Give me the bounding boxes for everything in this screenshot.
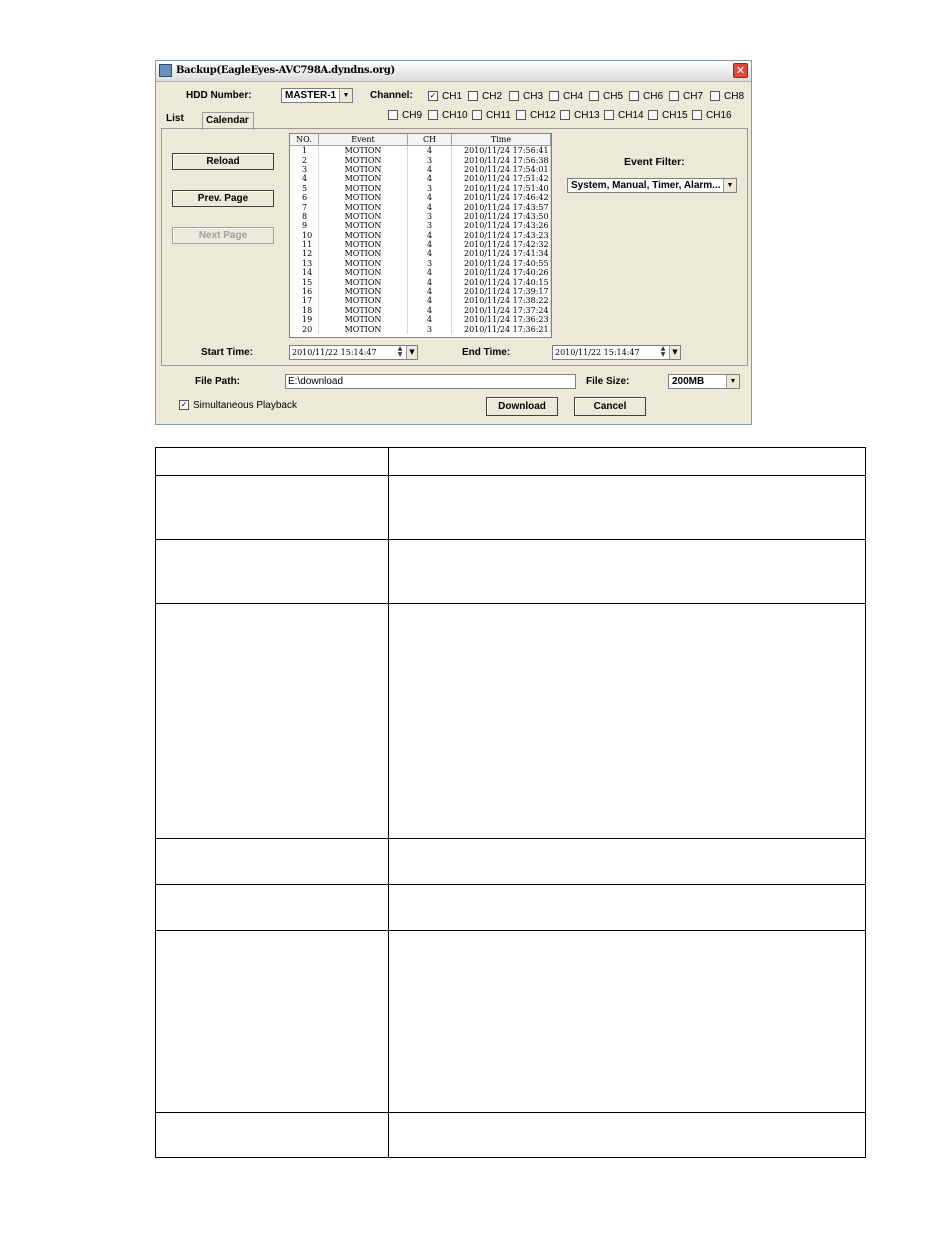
checkbox-box[interactable] [710,91,720,101]
file-path-value: E:\download [288,376,344,387]
channel-checkbox-ch9[interactable] [388,109,422,121]
close-icon[interactable]: ✕ [733,63,748,78]
cell-time: 2010/11/24 17:56:41 [452,146,551,156]
description-table [155,447,866,1158]
cell-ch: 3 [408,155,452,164]
table-row[interactable] [290,315,551,324]
cell-time: 2010/11/24 17:46:42 [452,193,551,202]
cell-no: 3 [290,165,319,174]
table-cell [389,476,866,540]
checkbox-box[interactable] [509,91,519,101]
checkbox-box[interactable] [428,110,438,120]
channel-checkbox-ch16[interactable] [692,109,732,121]
start-time-label: Start Time: [201,347,254,358]
cell-ch: 4 [408,174,452,183]
simultaneous-playback-checkbox[interactable] [179,399,297,411]
cell-event: MOTION [319,184,408,193]
event-rows [290,146,551,334]
channel-checkbox-ch13[interactable] [560,109,600,121]
cell-time: 2010/11/24 17:42:32 [452,240,551,249]
chevron-down-icon[interactable]: ▼ [339,89,352,102]
cell-event: MOTION [319,277,408,286]
cell-no: 20 [290,324,319,333]
cell-event: MOTION [319,174,408,183]
file-path-label: File Path: [195,376,241,387]
cell-event: MOTION [319,296,408,305]
file-size-select[interactable] [668,374,740,389]
cell-no: 10 [290,231,319,240]
table-cell [389,540,866,604]
cell-event: MOTION [319,259,408,268]
cell-time: 2010/11/24 17:56:38 [452,155,551,164]
backup-dialog [155,60,752,425]
table-row[interactable] [290,287,551,296]
cell-time: 2010/11/24 17:40:55 [452,259,551,268]
cell-time: 2010/11/24 17:36:23 [452,315,551,324]
table-row [156,885,866,931]
table-row [156,931,866,1113]
channel-checkbox-ch5[interactable] [589,90,623,102]
checkbox-box[interactable]: ✓ [180,400,188,409]
event-filter-select[interactable] [567,178,737,193]
channel-checkbox-ch10[interactable] [428,109,468,121]
cell-no: 6 [290,193,319,202]
cell-ch: 4 [408,240,452,249]
checkbox-box[interactable] [669,91,679,101]
simultaneous-playback-label: Simultaneous Playback [193,399,297,411]
file-size-value: 200MB [672,376,705,387]
channel-label-ch8: CH8 [724,90,745,102]
channel-label-ch14: CH14 [618,109,644,121]
cell-time: 2010/11/24 17:41:34 [452,249,551,258]
checkbox-box[interactable]: ✓ [429,91,437,100]
cell-ch: 4 [408,165,452,174]
channel-label-ch3: CH3 [523,90,544,102]
cell-ch: 4 [408,249,452,258]
channel-label: Channel: [370,90,413,101]
channel-label-ch7: CH7 [683,90,704,102]
next-page-button[interactable]: Next Page [172,227,274,244]
checkbox-box[interactable] [692,110,702,120]
cell-event: MOTION [319,212,408,221]
channel-checkbox-ch7[interactable] [669,90,703,102]
checkbox-box[interactable] [629,91,639,101]
event-filter-label: Event Filter: [624,156,685,168]
table-row[interactable] [290,277,551,286]
cell-ch: 4 [408,202,452,211]
cell-no: 7 [290,202,319,211]
cell-ch: 3 [408,221,452,230]
cell-time: 2010/11/24 17:43:26 [452,221,551,230]
cell-time: 2010/11/24 17:39:17 [452,287,551,296]
channel-label-ch12: CH12 [530,109,556,121]
hdd-number-value: MASTER-1 [285,90,337,101]
channel-checkbox-ch1[interactable] [428,90,462,102]
column-header-no[interactable]: NO. [290,134,319,146]
file-path-input[interactable] [285,374,576,389]
table-row[interactable] [290,165,551,174]
end-time-label: End Time: [462,347,511,358]
cell-no: 18 [290,306,319,315]
cell-time: 2010/11/24 17:38:22 [452,296,551,305]
cell-time: 2010/11/24 17:51:40 [452,184,551,193]
cell-no: 5 [290,184,319,193]
cell-ch: 4 [408,146,452,156]
chevron-down-icon[interactable]: ▼ [726,375,739,388]
end-time-value: 2010/11/22 15:14:47 [555,348,640,357]
table-row[interactable] [290,324,551,333]
channel-checkbox-ch15[interactable] [648,109,688,121]
cell-event: MOTION [319,287,408,296]
channel-label-ch6: CH6 [643,90,664,102]
start-time-field[interactable] [289,345,418,360]
cell-time: 2010/11/24 17:40:26 [452,268,551,277]
tab-calendar[interactable]: Calendar [202,112,254,130]
checkbox-box[interactable] [472,110,482,120]
table-row[interactable] [290,296,551,305]
channel-checkbox-ch3[interactable] [509,90,543,102]
cell-event: MOTION [319,324,408,333]
cell-ch: 4 [408,306,452,315]
start-time-value: 2010/11/22 15:14:47 [292,348,377,357]
cell-event: MOTION [319,240,408,249]
table-cell [389,885,866,931]
cell-no: 4 [290,174,319,183]
channel-label-ch2: CH2 [482,90,503,102]
file-size-label: File Size: [586,376,630,387]
chevron-down-icon[interactable]: ▼ [723,179,736,192]
table-row [156,540,866,604]
cell-ch: 4 [408,268,452,277]
table-row[interactable] [290,174,551,183]
table-cell [389,931,866,1113]
table-row[interactable] [290,146,551,156]
cell-time: 2010/11/24 17:43:57 [452,202,551,211]
download-button[interactable]: Download [486,397,558,416]
cell-no: 17 [290,296,319,305]
cell-time: 2010/11/24 17:51:42 [452,174,551,183]
checkbox-box[interactable] [388,110,398,120]
table-cell [389,448,866,476]
channel-checkbox-ch2[interactable] [468,90,502,102]
hdd-number-label: HDD Number: [186,90,252,101]
cell-time: 2010/11/24 17:54:01 [452,165,551,174]
cell-time: 2010/11/24 17:36:21 [452,324,551,333]
spinner-icon[interactable]: ▲ ▼ [660,345,666,358]
checkbox-box[interactable] [468,91,478,101]
table-cell [389,1113,866,1158]
cell-ch: 4 [408,193,452,202]
table-row[interactable] [290,221,551,230]
cell-ch: 3 [408,324,452,333]
channel-label-ch11: CH11 [486,109,511,121]
cell-ch: 3 [408,184,452,193]
title-bar[interactable] [156,61,751,82]
channel-label-ch4: CH4 [563,90,584,102]
column-header-event[interactable]: Event [319,134,408,146]
channel-checkbox-ch12[interactable] [516,109,556,121]
channel-label-ch16: CH16 [706,109,732,121]
table-row[interactable] [290,259,551,268]
cell-time: 2010/11/24 17:40:15 [452,277,551,286]
checkbox-box[interactable] [560,110,570,120]
table-row[interactable] [290,155,551,164]
cancel-button[interactable]: Cancel [574,397,646,416]
table-row[interactable] [290,306,551,315]
event-filter-value: System, Manual, Timer, Alarm... [571,180,721,191]
channel-label-ch15: CH15 [662,109,688,121]
spinner-icon[interactable]: ▲ ▼ [397,345,403,358]
table-row[interactable] [290,184,551,193]
cell-no: 9 [290,221,319,230]
chevron-down-icon[interactable]: ▼ [406,346,417,359]
table-row[interactable] [290,268,551,277]
cell-event: MOTION [319,202,408,211]
cell-event: MOTION [319,221,408,230]
checkbox-box[interactable] [516,110,526,120]
cell-ch: 4 [408,231,452,240]
hdd-number-select[interactable] [281,88,353,103]
cell-no: 2 [290,155,319,164]
channel-label-ch13: CH13 [574,109,600,121]
table-row[interactable] [290,202,551,211]
channel-label-ch9: CH9 [402,109,423,121]
table-cell [156,839,389,885]
cell-no: 19 [290,315,319,324]
checkbox-box[interactable] [648,110,658,120]
window-title: Backup(EagleEyes-AVC798A.dyndns.org) [176,65,395,76]
cell-no: 15 [290,277,319,286]
cell-event: MOTION [319,306,408,315]
cell-ch: 4 [408,315,452,324]
table-cell [156,1113,389,1158]
cell-event: MOTION [319,155,408,164]
table-cell [389,839,866,885]
channel-label-ch10: CH10 [442,109,468,121]
table-row[interactable] [290,212,551,221]
cell-no: 16 [290,287,319,296]
app-icon [159,64,172,77]
table-row[interactable] [290,231,551,240]
table-cell [389,604,866,839]
cell-ch: 4 [408,287,452,296]
checkbox-box[interactable] [604,110,614,120]
cell-ch: 4 [408,277,452,286]
cell-event: MOTION [319,146,408,156]
cell-no: 1 [290,146,319,156]
prev-page-button[interactable]: Prev. Page [172,190,274,207]
table-row [156,448,866,476]
cell-ch: 3 [408,212,452,221]
table-row [156,476,866,540]
cell-time: 2010/11/24 17:37:24 [452,306,551,315]
cell-event: MOTION [319,165,408,174]
cell-event: MOTION [319,231,408,240]
table-row [156,604,866,839]
channel-label-ch1: CH1 [442,90,463,102]
table-cell [156,448,389,476]
cell-no: 13 [290,259,319,268]
cell-ch: 4 [408,296,452,305]
channel-checkbox-ch11[interactable] [472,109,511,121]
reload-button[interactable]: Reload [172,153,274,170]
checkbox-box[interactable] [549,91,559,101]
cell-no: 8 [290,212,319,221]
cell-event: MOTION [319,193,408,202]
table-cell [156,476,389,540]
cell-time: 2010/11/24 17:43:50 [452,212,551,221]
cell-ch: 3 [408,259,452,268]
cell-event: MOTION [319,249,408,258]
table-row[interactable] [290,193,551,202]
table-row [156,1113,866,1158]
table-row [156,839,866,885]
column-header-time[interactable]: Time [452,134,551,146]
table-cell [156,540,389,604]
cell-event: MOTION [319,315,408,324]
table-cell [156,885,389,931]
channel-checkbox-ch4[interactable] [549,90,583,102]
channel-label-ch5: CH5 [603,90,624,102]
cell-event: MOTION [319,268,408,277]
event-list[interactable] [289,133,552,338]
channel-checkbox-ch14[interactable] [604,109,644,121]
table-cell [156,931,389,1113]
channel-checkbox-ch8[interactable] [710,90,744,102]
table-row[interactable] [290,249,551,258]
checkbox-box[interactable] [589,91,599,101]
cell-no: 12 [290,249,319,258]
table-cell [156,604,389,839]
cell-time: 2010/11/24 17:43:23 [452,231,551,240]
cell-no: 14 [290,268,319,277]
tab-list[interactable]: List [166,113,184,124]
chevron-down-icon[interactable]: ▼ [669,346,680,359]
end-time-field[interactable] [552,345,681,360]
channel-checkbox-ch6[interactable] [629,90,663,102]
cell-no: 11 [290,240,319,249]
column-header-ch[interactable]: CH [408,134,452,146]
table-row[interactable] [290,240,551,249]
